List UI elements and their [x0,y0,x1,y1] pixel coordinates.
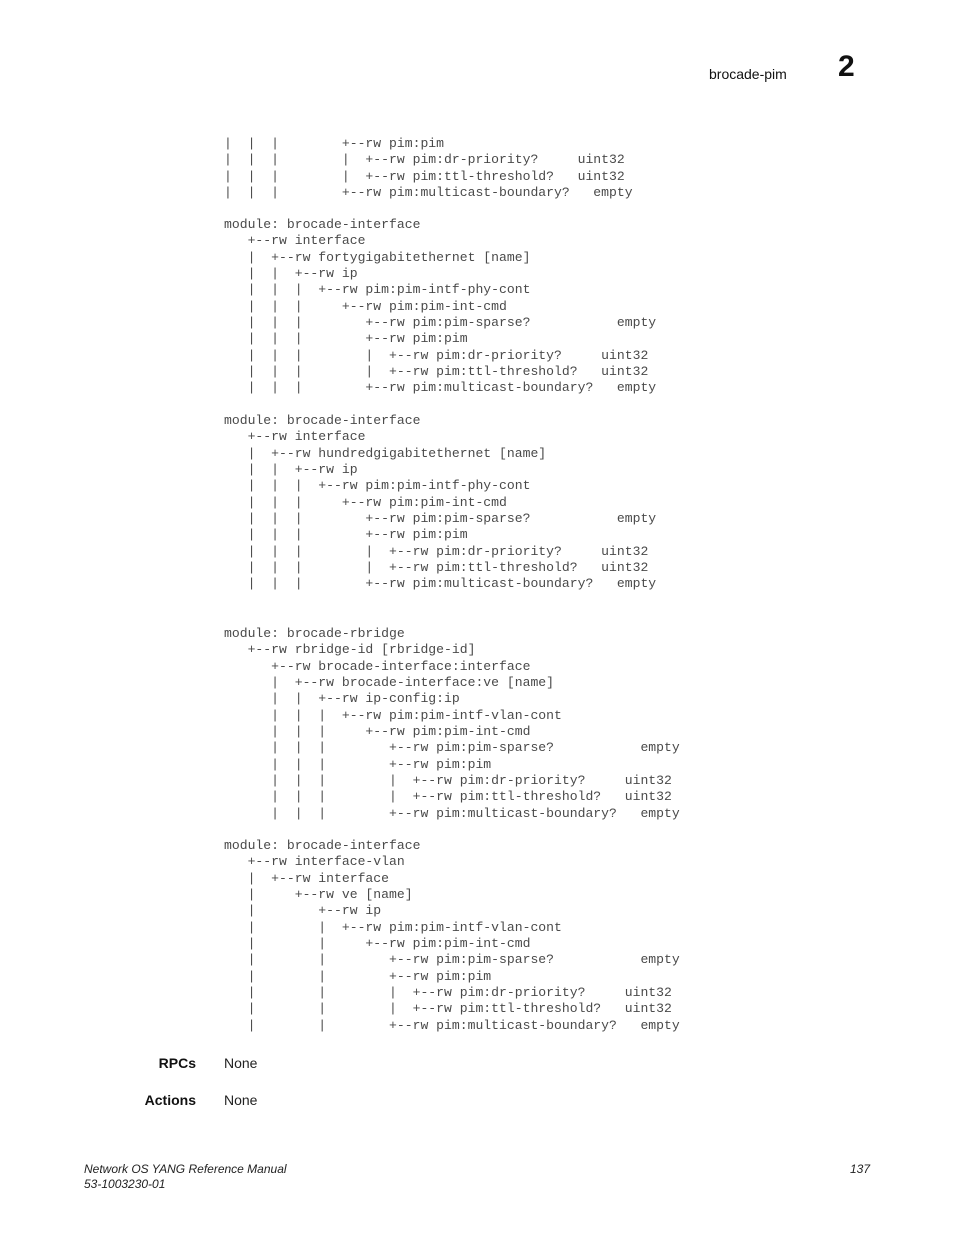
header-chapter-number: 2 [838,50,855,83]
header-section-name: brocade-pim [709,66,787,82]
actions-value: None [224,1092,258,1108]
rpcs-value: None [224,1055,258,1071]
actions-label: Actions [144,1092,196,1108]
yang-tree-block-fortygigabitethernet: module: brocade-interface +--rw interface | +--rw fortygigabitethernet [name] | | +--rw ip | | | +--rw pim:pim-intf-phy-cont | | | +--rw pim:pim-int-cmd | | | +--rw pim:pim-sparse? empty | | | +--rw pim:pim | | | | +--rw pim:dr-priority? uint32 | | | | +--rw pim:ttl-threshold? uint32 | | | +--rw pim:multicast-boundary? empty [224,217,657,396]
footer-manual-title: Network OS YANG Reference Manual [84,1162,287,1176]
yang-tree-block-continuation: | | | +--rw pim:pim | | | | +--rw pim:dr-priority? uint32 | | | | +--rw pim:ttl-threshold? uint32 | | | +--rw pim:multicast-boundary? empty [224,136,633,201]
yang-tree-block-interface-vlan: module: brocade-interface +--rw interface-vlan | +--rw interface | +--rw ve [name] | +--rw ip | | +--rw pim:pim-intf-vlan-cont | | +--rw pim:pim-int-cmd | | +--rw pim:pim-sparse? empty | | +--rw pim:pim | | | +--rw pim:dr-priority? uint32 | | | +--rw pim:ttl-threshold? uint32 | | +--rw pim:multicast-boundary? empty [224,838,680,1033]
yang-tree-block-rbridge: module: brocade-rbridge +--rw rbridge-id [rbridge-id] +--rw brocade-interface:interface | +--rw brocade-interface:ve [name] | | +--rw ip-config:ip | | | +--rw pim:pim-intf-vlan-cont | | | +--rw pim:pim-int-cmd | | | +--rw pim:pim-sparse? empty | | | +--rw pim:pim | | | | +--rw pim:dr-priority? uint32 | | | | +--rw pim:ttl-threshold? uint32 | | | +--rw pim:multicast-boundary? empty [224,626,680,821]
footer-doc-number: 53-1003230-01 [84,1177,166,1191]
yang-tree-block-hundredgigabitethernet: module: brocade-interface +--rw interface | +--rw hundredgigabitethernet [name] | | +--rw ip | | | +--rw pim:pim-intf-phy-cont | | | +--rw pim:pim-int-cmd | | | +--rw pim:pim-sparse? empty | | | +--rw pim:pim | | | | +--rw pim:dr-priority? uint32 | | | | +--rw pim:ttl-threshold? uint32 | | | +--rw pim:multicast-boundary? empty [224,413,657,592]
footer-page-number: 137 [849,1162,870,1176]
rpcs-label: RPCs [158,1055,196,1071]
